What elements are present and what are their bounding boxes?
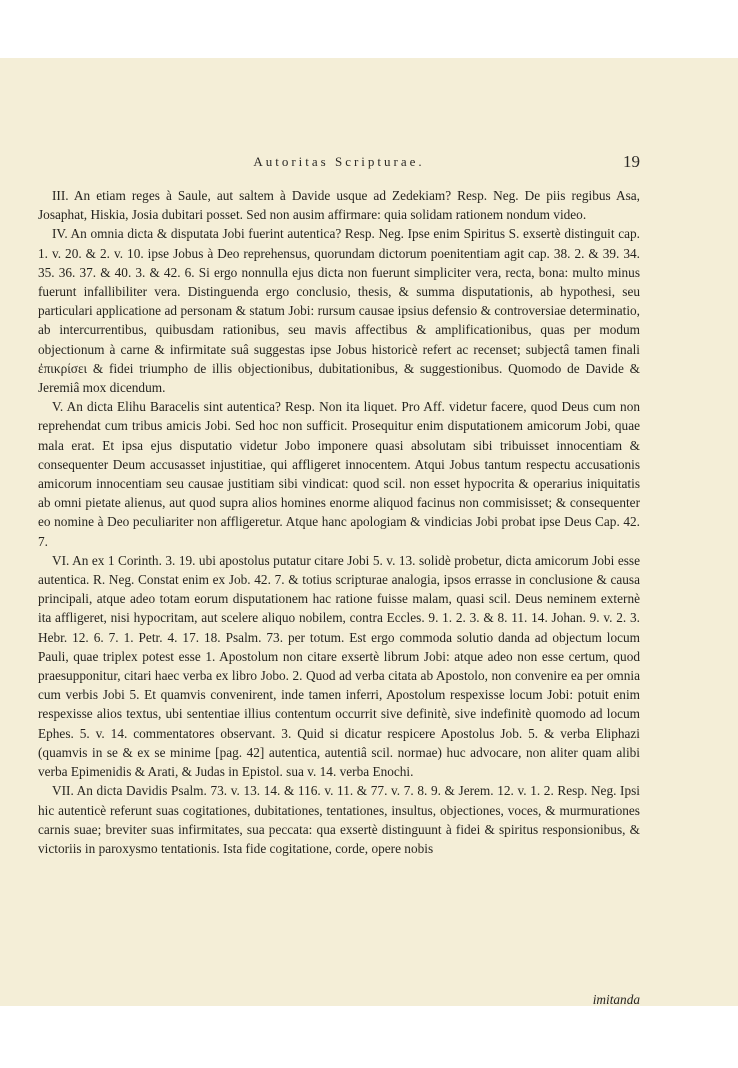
running-title: Autoritas Scripturae. [253, 154, 425, 169]
paragraph-vii: VII. An dicta Davidis Psalm. 73. v. 13. 14. & 116. v. 11. & 77. v. 7. 8. 9. & Jerem. 12. v. 1. 2. Resp. Neg. Ipsi hic autenticè referunt suas cogitationes, dubitationes, tentationes, insultus, objectiones, voces, & murmurationes carnis suae; breviter suas infirmitates, sua peccata: qua exsertè distinguunt à fidei & spiritus responsionibus, & victoriis in paroxysmo tentationis. Ista fide cogitatione, corde, opere nobis [38, 783, 640, 856]
page-body [38, 186, 640, 877]
paragraph-v: V. An dicta Elihu Baracelis sint autentica? Resp. Non ita liquet. Pro Aff. videtur facere, quod Deus cum non reprehendat cum tribus amicis Jobi. Sed hoc non sufficit. Prosequitur enim disputationem amicorum Jobi, quae mala erat. Et ipsa ejus disputatio videtur Jobo imponere quasi absolutam sibi tribuisset innocentiam & consequenter Deum accusasset injustitiae, qui affligeret innocentem. Atqui Jobus tantum respectu accusationis amicorum innocentiam seu causae justitiam sibi vindicat: quod scil. non esset hypocrita & operarius iniquitatis ab omni pietate alienus, aut quod supra alios homines enorme aliquod facinus non commisisset; & consequenter eo nomine à Deo peculiariter non affligeretur. Atque hanc apologiam & vindicias Jobi probat ipse Deus Cap. 42. 7. [38, 399, 640, 549]
paragraph-iv: IV. An omnia dicta & disputata Jobi fuerint autentica? Resp. Neg. Ipse enim Spiritus S. exsertè distinguit cap. 1. v. 20. & 2. v. 10. ipse Jobus à Deo reprehensus, quorundam dictorum poenitentiam agit cap. 38. 2. & 39. 34. 35. 36. 37. & 40. 3. & 42. 6. Si ergo nonnulla ejus dicta non fuerunt simpliciter vera, recta, bona: multo minus fuerunt infallibiliter vera. Distinguenda ergo conclusio, thesis, & summa disputationis, ab hypothesi, seu particulari applicatione ad personam & statum Jobi: rursum causae ipsius defensio & controversiae determinatio, ab intercurrentibus, quibusdam rationibus, seu mavis affectibus & amplificationibus, quas per modum objectionum à carne & infirmitate suâ suggestas ipse Jobus historicè refert ac recenset; subjectâ tamen finali ἐπικρίσει & fidei triumpho de illis objectionibus, dubitationibus, & suggestionibus. Quomodo de Davide & Jeremiâ mox dicendum. [38, 226, 640, 396]
book-page [0, 58, 738, 1006]
page-header [38, 154, 640, 174]
paragraph-iii: III. An etiam reges à Saule, aut saltem à Davide usque ad Zedekiam? Resp. Neg. De piis regibus Asa, Josaphat, Hiskia, Josia dubitari posset. Sed non ausim affirmare: quia solidam rationem nondum video. [38, 188, 640, 223]
paragraph-vi: VI. An ex 1 Corinth. 3. 19. ubi apostolus putatur citare Jobi 5. v. 13. solidè probetur, dicta amicorum Jobi esse autentica. R. Neg. Constat enim ex Job. 42. 7. & totius scripturae analogia, ipsos errasse in conclusione & causa principali, atque adeo totam eorum disputationem hac ratione fuisse malam, quasi scil. Deus neminem externè ita affligeret, nisi hypocritam, aut scelere aliquo nobilem, contra Eccles. 9. 1. 2. 3. & 8. 11. 14. Johan. 9. v. 2. 3. Hebr. 12. 6. 7. 1. Petr. 4. 17. 18. Psalm. 73. per totum. Est ergo commoda solutio danda ad objectum locum Pauli, quae triplex potest esse 1. Apostolum non citare exsertè librum Jobi: atque adeo non esse certum, quod praesupponitur, citari haec verba ex libro Jobo. 2. Quod ad verba citata ab Apostolo, non convenire ea per omnia cum verbis Jobi 5. Et quamvis convenirent, inde tamen inferri, Apostolum respexisse locum Jobi: potuit enim respexisse alios textus, ubi sententiae illius contentum occurrit sive definitè, sive indefinitè quomodo ad locum Ephes. 5. v. 14. commentatores observant. 3. Quid si dicatur respicere Apostolus Job. 5. & verba Eliphazi (quamvis in se & ex se minime [pag. 42] autentica, autentiâ scil. normae) huc advocare, non aliter quam alibi verba Epimenidis & Arati, & Judas in Epistol. sua v. 14. verba Enochi. [38, 552, 640, 780]
page-number: 19 [623, 152, 640, 171]
catchword: imitanda [592, 992, 640, 1007]
